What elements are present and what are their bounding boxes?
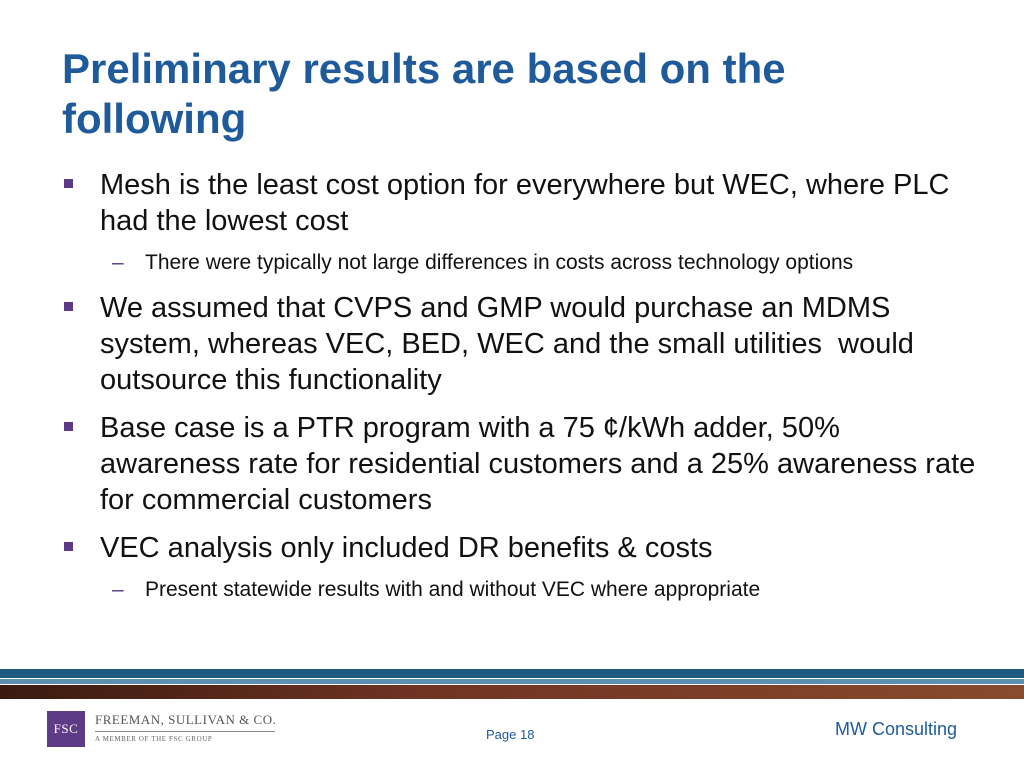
- square-bullet-icon: [64, 179, 73, 188]
- sub-bullet-item: [62, 576, 982, 603]
- footer-band-light-blue: [0, 679, 1024, 684]
- sub-bullet-text: There were typically not large differences in costs across technology options: [145, 251, 854, 274]
- bullet-item: [62, 167, 982, 239]
- footer-company: MW Consulting: [835, 719, 958, 739]
- slide-content: [62, 167, 982, 623]
- footer-band-brown: [0, 685, 1024, 699]
- bullet-text: Base case is a PTR program with a 75 ¢/kWh adder, 50% awareness rate for residential customers and a 25% awareness rate for commercial customers: [100, 412, 976, 516]
- bullet-text: Mesh is the least cost option for everywhere but WEC, where PLC had the lowest cost: [100, 169, 950, 237]
- bullet-item: [62, 530, 982, 566]
- dash-bullet-icon: –: [112, 578, 124, 601]
- slide-title: Preliminary results are based on the following: [62, 45, 786, 142]
- bullet-item: [62, 290, 982, 398]
- bullet-text: VEC analysis only included DR benefits & costs: [100, 532, 713, 564]
- footer-divider: [40, 699, 290, 702]
- dash-bullet-icon: –: [112, 251, 124, 274]
- logo-divider: [95, 731, 275, 732]
- page-number: Page 18: [486, 727, 535, 742]
- sub-bullet-item: [62, 249, 982, 276]
- square-bullet-icon: [64, 422, 73, 431]
- logo-company-name: FREEMAN, SULLIVAN & CO.: [95, 712, 277, 727]
- square-bullet-icon: [64, 302, 73, 311]
- fsc-logo-mark: FSC: [47, 711, 85, 747]
- logo-tagline: A MEMBER OF THE FSC GROUP: [95, 735, 213, 743]
- company-logo: [47, 711, 347, 747]
- sub-bullet-text: Present statewide results with and without VEC where appropriate: [145, 578, 761, 601]
- bullet-text: We assumed that CVPS and GMP would purchase an MDMS system, whereas VEC, BED, WEC and the small utilities would outsource this functionality: [100, 292, 922, 396]
- square-bullet-icon: [64, 542, 73, 551]
- footer-band-dark-blue: [0, 669, 1024, 678]
- bullet-item: [62, 410, 982, 518]
